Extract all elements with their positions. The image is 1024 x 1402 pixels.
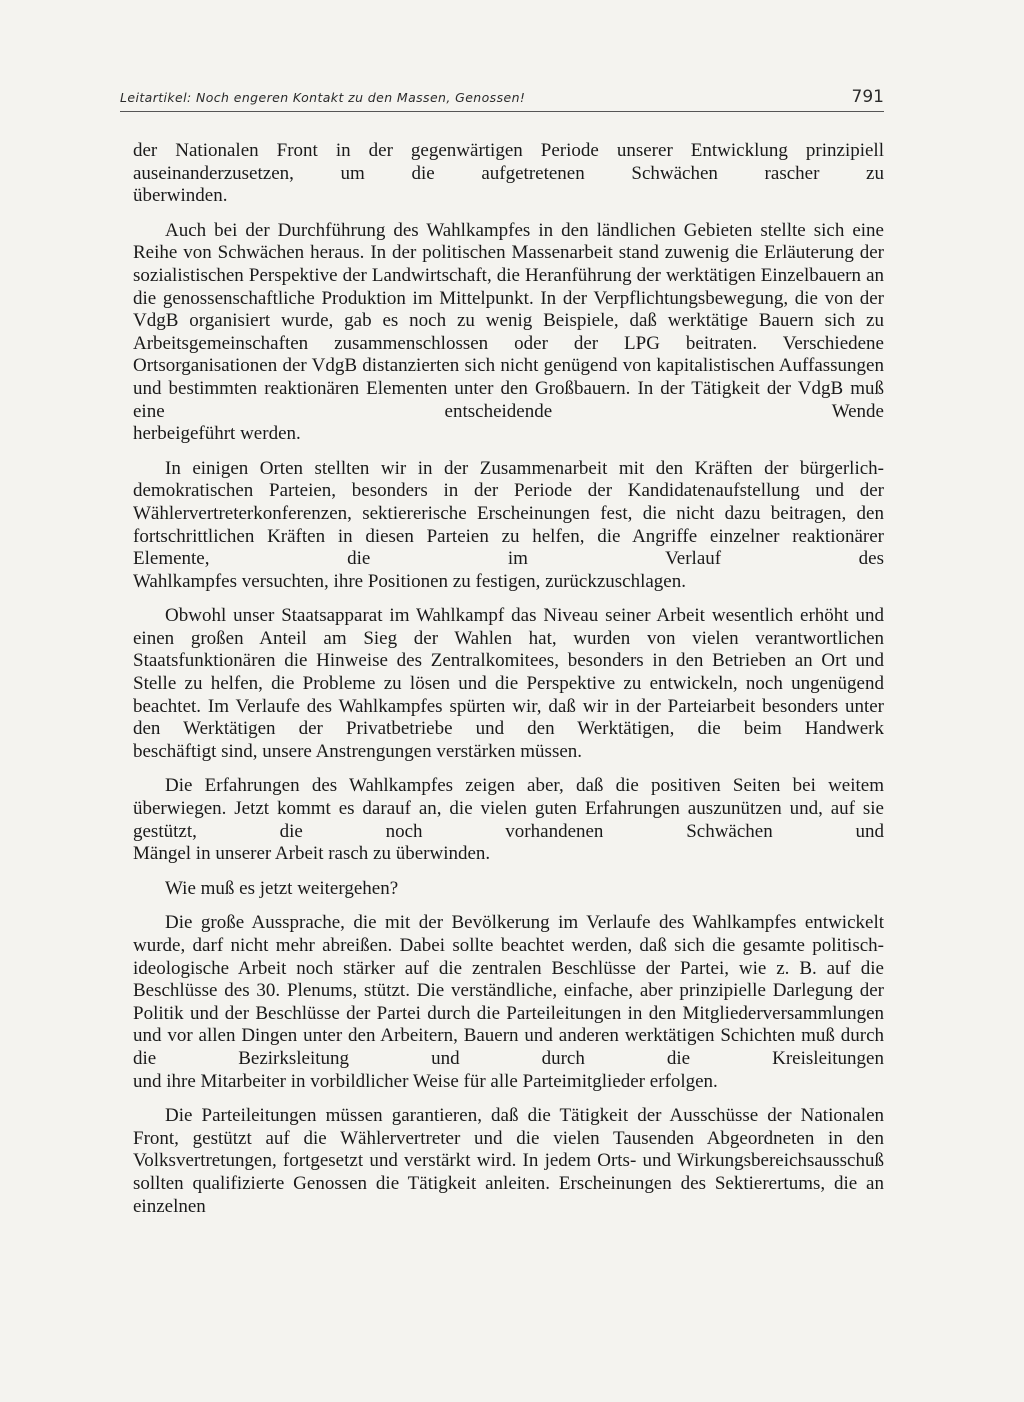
paragraph-7: Die Parteileitungen müssen garantieren, daß die Tätigkeit der Ausschüsse der Nationalen Front, gestützt auf die Wählervertreter und die vielen Tausenden Abgeordneten in den Volksvertretungen, fortgesetzt und verstärkt wird. In jedem Orts- und Wirkungsbereichsausschuß sollten qualifizierte Genossen die Tätigkeit anleiten. Erscheinungen des Sektierertums, die an einzelnen (133, 1105, 884, 1217)
paragraph-4: Obwohl unser Staatsapparat im Wahlkampf das Niveau seiner Arbeit wesentlich erhöht und einen großen Anteil am Sieg der Wahlen hat, wurden von vielen verantwortlichen Staatsfunktionären die Hinweise des Zentralkomitees, besonders in den Betrieben an Ort und Stelle zu helfen, die Probleme zu lösen und die Perspektive zu entwickeln, noch ungenügend beachtet. Im Verlaufe des Wahlkampfes spürten wir, daß wir in der Parteiarbeit besonders unter den Werktätigen der Privatbetriebe und den Werktätigen, die beim Handwerk beschäftigt sind, unsere Anstrengungen verstärken müssen. (133, 605, 884, 762)
header-rule (120, 111, 884, 112)
page-number: 791 (851, 87, 884, 107)
paragraph-5: Die Erfahrungen des Wahlkampfes zeigen aber, daß die positiven Seiten bei weitem überwiegen. Jetzt kommt es darauf an, die vielen guten Erfahrungen auszunützen und, auf sie gestützt, die noch vorhandenen Schwächen und Mängel in unserer Arbeit rasch zu überwinden. (133, 775, 884, 865)
article-body (133, 140, 884, 1230)
paragraph-1: der Nationalen Front in der gegenwärtigen Periode unserer Entwicklung prinzipiell auseinanderzusetzen, um die aufgetretenen Schwächen rascher zu überwinden. (133, 140, 884, 207)
running-title: Leitartikel: Noch engeren Kontakt zu den Massen, Genossen! (120, 90, 526, 105)
running-header (120, 87, 884, 107)
paragraph-3: In einigen Orten stellten wir in der Zusammenarbeit mit den Kräften der bürgerlich-demokratischen Parteien, besonders in der Periode der Kandidatenaufstellung und der Wählervertreterkonferenzen, sektiererische Erscheinungen fest, die nicht dazu beitragen, den fortschrittlichen Kräften in diesen Parteien zu helfen, die Angriffe einzelner reaktionärer Elemente, die im Verlauf des Wahlkampfes versuchten, ihre Positionen zu festigen, zurückzuschlagen. (133, 457, 884, 592)
paragraph-6: Die große Aussprache, die mit der Bevölkerung im Verlaufe des Wahlkampfes entwickelt wurde, darf nicht mehr abreißen. Dabei sollte beachtet werden, daß sich die gesamte politisch-ideologische Arbeit noch stärker auf die zentralen Beschlüsse der Partei, wie z. B. auf die Beschlüsse des 30. Plenums, stützt. Die verständliche, einfache, aber prinzipielle Darlegung der Politik und der Beschlüsse der Partei durch die Parteileitungen in den Mitgliederversammlungen und vor allen Dingen unter den Arbeitern, Bauern und anderen werktätigen Schichten muß durch die Bezirksleitung und durch die Kreisleitungen und ihre Mitarbeiter in vorbildlicher Weise für alle Parteimitglieder erfolgen. (133, 912, 884, 1092)
paragraph-2: Auch bei der Durchführung des Wahlkampfes in den ländlichen Gebieten stellte sich eine Reihe von Schwächen heraus. In der politischen Massenarbeit stand zuwenig die Erläuterung der sozialistischen Perspektive der Landwirtschaft, die Heranführung der werktätigen Einzelbauern an die genossenschaftliche Produktion im Mittelpunkt. In der Verpflichtungsbewegung, die von der VdgB organisiert wurde, gab es noch zu wenig Beispiele, daß werktätige Bauern sich zu Arbeitsgemeinschaften zusammenschlossen oder der LPG beitraten. Verschiedene Ortsorganisationen der VdgB distanzierten sich nicht genügend von kapitalistischen Auffassungen und bestimmten reaktionären Elementen unter den Großbauern. In der Tätigkeit der VdgB muß eine entscheidende Wende herbeigeführt werden. (133, 219, 884, 445)
section-question: Wie muß es jetzt weitergehen? (165, 877, 399, 899)
